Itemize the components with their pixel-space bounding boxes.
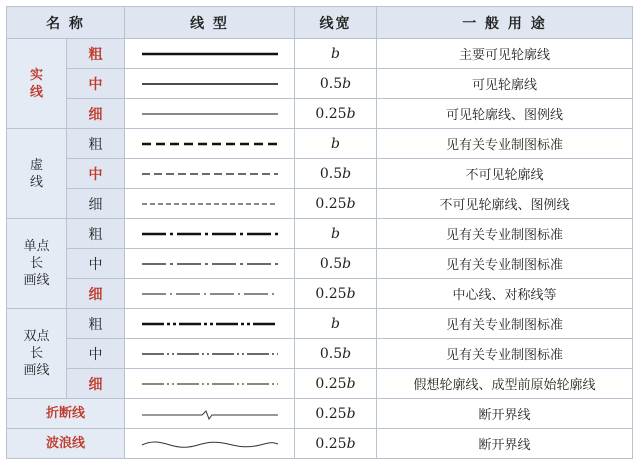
line-width-coefficient: 0.25	[315, 105, 347, 122]
line-sample-dash-thick	[140, 136, 280, 152]
line-width-coefficient: 0.5	[319, 345, 343, 362]
break-line-path	[142, 411, 278, 419]
header-name: 名 称	[7, 7, 125, 39]
line-sample-cell	[125, 249, 295, 279]
line-sample-double-dot-medium	[140, 346, 280, 362]
line-sample-cell	[125, 159, 295, 189]
line-width-value	[295, 99, 377, 129]
line-width-value	[295, 39, 377, 69]
line-width-coefficient: 0.25	[315, 285, 347, 302]
line-weight-label: 细	[67, 99, 125, 129]
line-usage-text: 断开界线	[377, 399, 633, 429]
line-sample-break-line	[140, 406, 280, 422]
line-usage-text: 不可见轮廓线	[377, 159, 633, 189]
line-category-label: 实 线	[29, 67, 43, 100]
line-weight-label: 细	[67, 189, 125, 219]
line-width-variable: b	[346, 285, 356, 302]
line-types-table-container	[6, 6, 632, 454]
line-usage-text: 见有关专业制图标准	[377, 249, 633, 279]
line-width-coefficient: 0.5	[319, 165, 343, 182]
line-width-variable: b	[346, 435, 356, 452]
line-sample-double-dot-thick	[140, 316, 280, 332]
line-usage-text: 假想轮廓线、成型前原始轮廓线	[377, 369, 633, 399]
line-weight-label: 中	[67, 159, 125, 189]
line-width-variable: b	[331, 135, 340, 152]
table-row	[7, 369, 633, 399]
line-sample-dash-medium	[140, 166, 280, 182]
line-width-value	[295, 399, 377, 429]
line-category-name	[7, 39, 67, 129]
line-width-value	[295, 159, 377, 189]
line-width-value	[295, 129, 377, 159]
line-width-variable: b	[331, 315, 340, 332]
line-sample-dot-dash-thin	[140, 286, 280, 302]
line-width-value	[295, 219, 377, 249]
table-row	[7, 219, 633, 249]
line-width-coefficient: 0.25	[315, 435, 347, 452]
line-sample-cell	[125, 69, 295, 99]
line-sample-cell	[125, 339, 295, 369]
line-width-variable: b	[346, 195, 356, 212]
line-weight-label: 粗	[67, 219, 125, 249]
line-sample-wave-line	[140, 436, 280, 452]
line-category-label: 虚 线	[29, 157, 43, 190]
table-row	[7, 69, 633, 99]
line-usage-text: 断开界线	[377, 429, 633, 459]
table-row	[7, 99, 633, 129]
line-usage-text: 见有关专业制图标准	[377, 309, 633, 339]
line-usage-text: 可见轮廓线	[377, 69, 633, 99]
line-width-value	[295, 69, 377, 99]
line-sample-cell	[125, 39, 295, 69]
line-sample-cell	[125, 309, 295, 339]
line-width-variable: b	[342, 165, 352, 182]
line-width-variable: b	[346, 375, 356, 392]
line-width-coefficient: 0.5	[319, 75, 343, 92]
line-weight-label: 粗	[67, 39, 125, 69]
line-width-variable: b	[342, 75, 352, 92]
line-sample-solid-thin	[140, 106, 280, 122]
line-width-value	[295, 339, 377, 369]
line-width-variable: b	[342, 255, 352, 272]
line-sample-cell	[125, 399, 295, 429]
line-weight-label: 中	[67, 339, 125, 369]
table-row	[7, 339, 633, 369]
line-sample-double-dot-thin	[140, 376, 280, 392]
line-weight-label: 粗	[67, 129, 125, 159]
line-category-name	[7, 309, 67, 399]
line-sample-cell	[125, 99, 295, 129]
line-usage-text: 中心线、对称线等	[377, 279, 633, 309]
table-row	[7, 189, 633, 219]
line-sample-cell	[125, 369, 295, 399]
table-row	[7, 39, 633, 69]
line-width-value	[295, 249, 377, 279]
line-width-variable: b	[331, 45, 340, 62]
line-usage-text: 见有关专业制图标准	[377, 129, 633, 159]
table-row	[7, 309, 633, 339]
line-width-value	[295, 189, 377, 219]
line-category-label: 双点 长 画线	[23, 329, 50, 378]
header-line-type: 线 型	[125, 7, 295, 39]
table-row	[7, 129, 633, 159]
line-category-name: 波浪线	[7, 429, 125, 459]
header-row	[7, 7, 633, 39]
line-usage-text: 主要可见轮廓线	[377, 39, 633, 69]
line-sample-cell	[125, 129, 295, 159]
line-width-variable: b	[346, 405, 356, 422]
line-category-name	[7, 129, 67, 219]
table-row	[7, 399, 633, 429]
line-weight-label: 细	[67, 369, 125, 399]
line-weight-label: 粗	[67, 309, 125, 339]
line-width-value	[295, 279, 377, 309]
line-width-value	[295, 309, 377, 339]
header-usage: 一 般 用 途	[377, 7, 633, 39]
line-width-variable: b	[331, 225, 340, 242]
line-usage-text: 见有关专业制图标准	[377, 339, 633, 369]
line-width-coefficient: 0.5	[319, 255, 343, 272]
line-sample-solid-medium	[140, 76, 280, 92]
line-sample-cell	[125, 189, 295, 219]
line-sample-dash-thin	[140, 196, 280, 212]
line-sample-cell	[125, 219, 295, 249]
line-sample-solid-thick	[140, 46, 280, 62]
line-usage-text: 可见轮廓线、图例线	[377, 99, 633, 129]
line-width-value	[295, 369, 377, 399]
line-category-name	[7, 219, 67, 309]
table-row	[7, 279, 633, 309]
line-width-coefficient: 0.25	[315, 375, 347, 392]
line-usage-text: 见有关专业制图标准	[377, 219, 633, 249]
wave-line-path	[142, 441, 278, 446]
line-category-name: 折断线	[7, 399, 125, 429]
line-sample-cell	[125, 429, 295, 459]
line-sample-dot-dash-thick	[140, 226, 280, 242]
table-row	[7, 249, 633, 279]
line-weight-label: 细	[67, 279, 125, 309]
line-width-coefficient: 0.25	[315, 405, 347, 422]
header-line-width: 线宽	[295, 7, 377, 39]
line-width-value	[295, 429, 377, 459]
table-row	[7, 429, 633, 459]
line-sample-cell	[125, 279, 295, 309]
line-weight-label: 中	[67, 69, 125, 99]
line-width-variable: b	[342, 345, 352, 362]
line-width-variable: b	[346, 105, 356, 122]
line-types-table	[6, 6, 633, 459]
line-weight-label: 中	[67, 249, 125, 279]
table-row	[7, 159, 633, 189]
line-usage-text: 不可见轮廓线、图例线	[377, 189, 633, 219]
line-width-coefficient: 0.25	[315, 195, 347, 212]
line-category-label: 单点 长 画线	[23, 239, 50, 288]
line-sample-dot-dash-medium	[140, 256, 280, 272]
